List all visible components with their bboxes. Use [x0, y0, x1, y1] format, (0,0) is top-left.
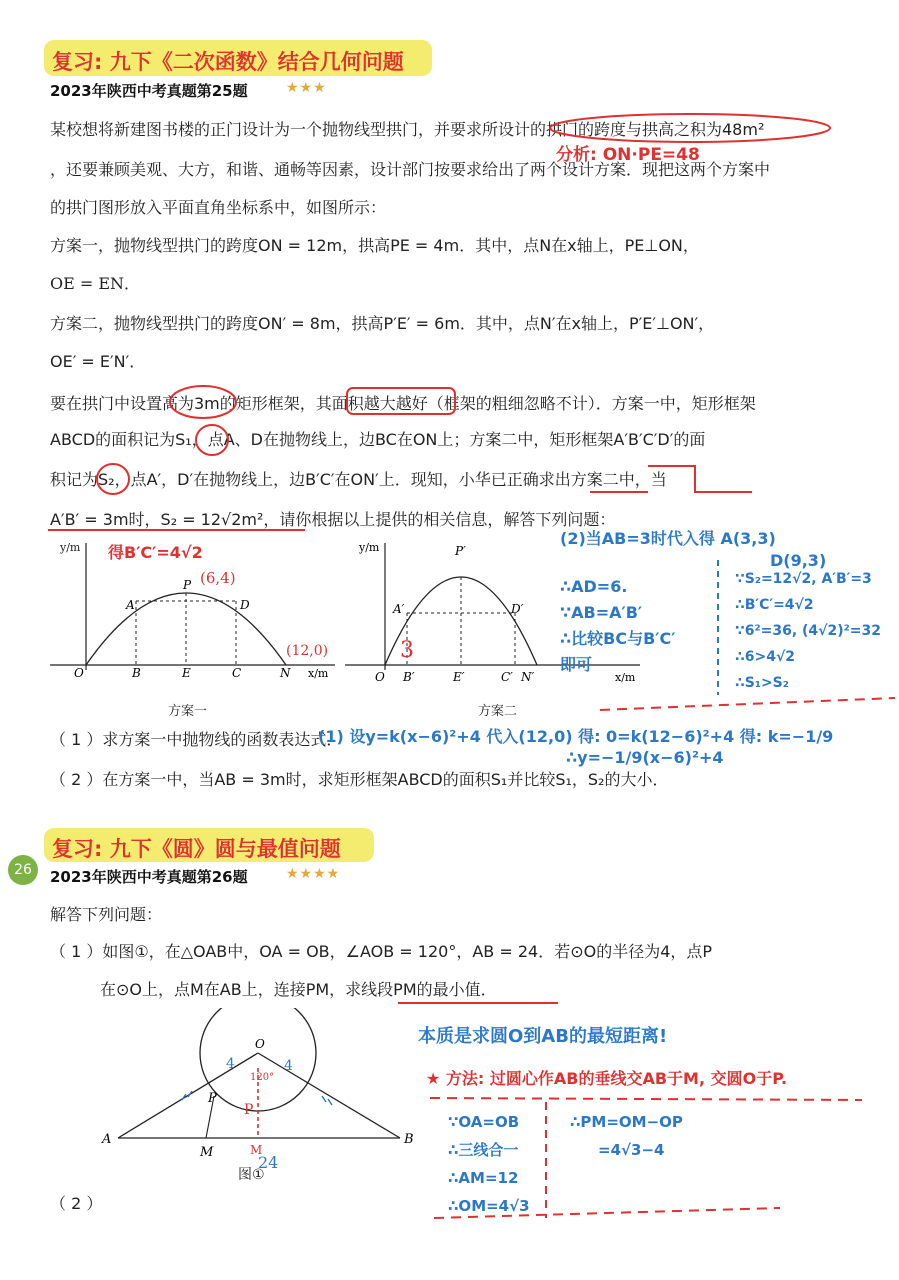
problem-line: 某校想将新建图书楼的正门设计为一个抛物线型拱门，并要求所设计的拱门的跨度与拱高之积为48m² — [50, 120, 765, 139]
fig1-label: D — [240, 598, 250, 612]
solution-line: D(9,3) — [770, 551, 827, 570]
intro-line: 解答下列问题： — [50, 905, 163, 924]
fig-annot: 120° — [250, 1072, 275, 1083]
solution-line: ∴B′C′=4√2 — [735, 597, 814, 613]
solution-line: ∴比较BC与B′C′ — [560, 629, 676, 648]
step: ∴PM=OM−OP — [570, 1113, 683, 1131]
solution-line: ∵S₂=12√2, A′B′=3 — [735, 571, 872, 587]
fig1-label: N — [280, 666, 291, 680]
q1-line-1: （ 1 ）如图①，在△OAB中，OA = OB，∠AOB = 120°，AB = 24．若⊙O的半径为4，点P — [50, 942, 713, 961]
review-title-1: 复习: 九下《二次函数》结合几何问题 — [52, 50, 404, 74]
problem-line: OE′ = E′N′． — [50, 352, 146, 371]
q1-line-2: 在⊙O上，点M在AB上，连接PM，求线段PM的最小值． — [100, 980, 497, 999]
fig2-label: C′ — [501, 670, 513, 684]
solution-line: ∵AB=A′B′ — [560, 603, 643, 622]
fig-label: O — [255, 1037, 265, 1051]
essence-note: 本质是求圆O到AB的最短距离! — [418, 1026, 668, 1047]
fig1-caption: 方案一 — [168, 704, 208, 719]
method-note: ★ 方法: 过圆心作AB的垂线交AB于M, 交圆O于P. — [426, 1069, 788, 1088]
fig1-label: P — [183, 578, 192, 592]
fig-annot: 4 — [226, 1056, 235, 1072]
solution-line: ∴AD=6. — [560, 577, 628, 596]
question-2-label: （ 2 ） — [50, 1194, 103, 1213]
fig2-label: E′ — [453, 670, 465, 684]
fig1-label: x/m — [308, 667, 329, 680]
fig-label: P — [208, 1091, 217, 1106]
fig1-label: C — [232, 666, 242, 680]
problem-line: 方案二，抛物线型拱门的跨度ON′ = 8m，拱高P′E′ = 6m．其中，点N′在x轴上，P′E′⊥ON′， — [50, 314, 715, 333]
problem-line: 要在拱门中设置高为3m的矩形框架，其面积越大越好（框架的粗细忽略不计）．方案一中，矩形框架 — [50, 394, 756, 413]
bc-note: 得B′C′=4√2 — [108, 543, 203, 562]
fig-label: A — [102, 1132, 112, 1147]
solution-line: ∴S₁>S₂ — [735, 675, 789, 691]
fig1-coord-p: (6,4) — [200, 569, 236, 587]
fig2-label: P′ — [455, 544, 466, 558]
problem-line: ABCD的面积记为S₁，点A、D在抛物线上，边BC在ON上；方案二中，矩形框架A′B′C′D′的面 — [50, 430, 706, 449]
fig-annot: 4 — [284, 1058, 293, 1074]
fig-annot: P — [244, 1102, 254, 1118]
fig2-label: N′ — [521, 670, 535, 684]
fig1-label: O — [74, 666, 84, 680]
problem-line: 方案一，抛物线型拱门的跨度ON = 12m，拱高PE = 4m．其中，点N在x轴上，PE⊥ON， — [50, 236, 699, 255]
step: =4√3−4 — [598, 1141, 665, 1159]
step: ∴AM=12 — [448, 1169, 519, 1187]
step: ∴三线合一 — [448, 1141, 519, 1159]
fig2-caption: 方案二 — [478, 704, 518, 719]
fig1-coord-n: (12,0) — [286, 643, 329, 659]
analysis-note: 分析: ON·PE=48 — [556, 145, 700, 165]
fig2-label: D′ — [511, 602, 524, 616]
question-2: （ 2 ）在方案一中，当AB = 3m时，求矩形框架ABCD的面积S₁并比较S₁，S₂的大小． — [50, 770, 669, 789]
fig-annot: M — [250, 1143, 263, 1157]
fig2-label: B′ — [403, 670, 415, 684]
solution-bottom-2: ∴y=−1/9(x−6)²+4 — [566, 748, 724, 767]
fig2-label: A′ — [393, 602, 405, 616]
fig2-label: x/m — [615, 671, 636, 684]
problem-line: A′B′ = 3m时，S₂ = 12√2m²，请你根据以上提供的相关信息，解答下列问题： — [50, 510, 616, 529]
fig1-label: A — [126, 598, 135, 612]
fig1-label: E — [182, 666, 191, 680]
fig-label: B — [404, 1132, 414, 1147]
question-1: （ 1 ）求方案一中抛物线的函数表达式． — [50, 730, 343, 749]
figure-caption: 图① — [238, 1167, 265, 1183]
page-number-badge: 26 — [8, 855, 38, 885]
fig2-label: y/m — [359, 541, 380, 554]
fig-label: M — [200, 1145, 214, 1160]
review-title-2: 复习: 九下《圆》圆与最值问题 — [52, 837, 341, 861]
difficulty-stars-1: ★★★ — [286, 80, 327, 96]
problem-line: 的拱门图形放入平面直角坐标系中，如图所示： — [50, 198, 387, 217]
solution-line: 即可 — [560, 655, 593, 674]
solution-line: ∴6>4√2 — [735, 649, 796, 665]
fig1-label: B — [132, 666, 141, 680]
problem-line: 积记为S₂，点A′，D′在抛物线上，边B′C′在ON′上．现知，小华已正确求出方案二中，当 — [50, 470, 667, 489]
solution-line: ∵6²=36, (4√2)²=32 — [735, 623, 881, 639]
fig2-label: O — [375, 670, 385, 684]
step: ∵OA=OB — [448, 1113, 520, 1131]
difficulty-stars-2: ★★★★ — [286, 866, 341, 882]
problem-line: OE = EN． — [50, 274, 141, 293]
section2-dividers — [0, 1090, 899, 1230]
step: ∴OM=4√3 — [448, 1197, 530, 1215]
problem-line: ，还要兼顾美观、大方，和谐、通畅等因素，设计部门按要求给出了两个设计方案．现把这两个方案中 — [50, 160, 771, 179]
fig-annot: 24 — [258, 1153, 279, 1172]
problem-header-2: 2023年陕西中考真题第26题 — [50, 868, 248, 886]
solution-line: (2)当AB=3时代入得 A(3,3) — [560, 529, 776, 548]
solution-bottom-1: (1) 设y=k(x−6)²+4 代入(12,0) 得: 0=k(12−6)²+4 得: k=−1/9 — [318, 727, 834, 746]
problem-header-1: 2023年陕西中考真题第25题 — [50, 82, 248, 100]
fig1-label: y/m — [60, 541, 81, 554]
fig2-height: 3 — [400, 638, 414, 663]
